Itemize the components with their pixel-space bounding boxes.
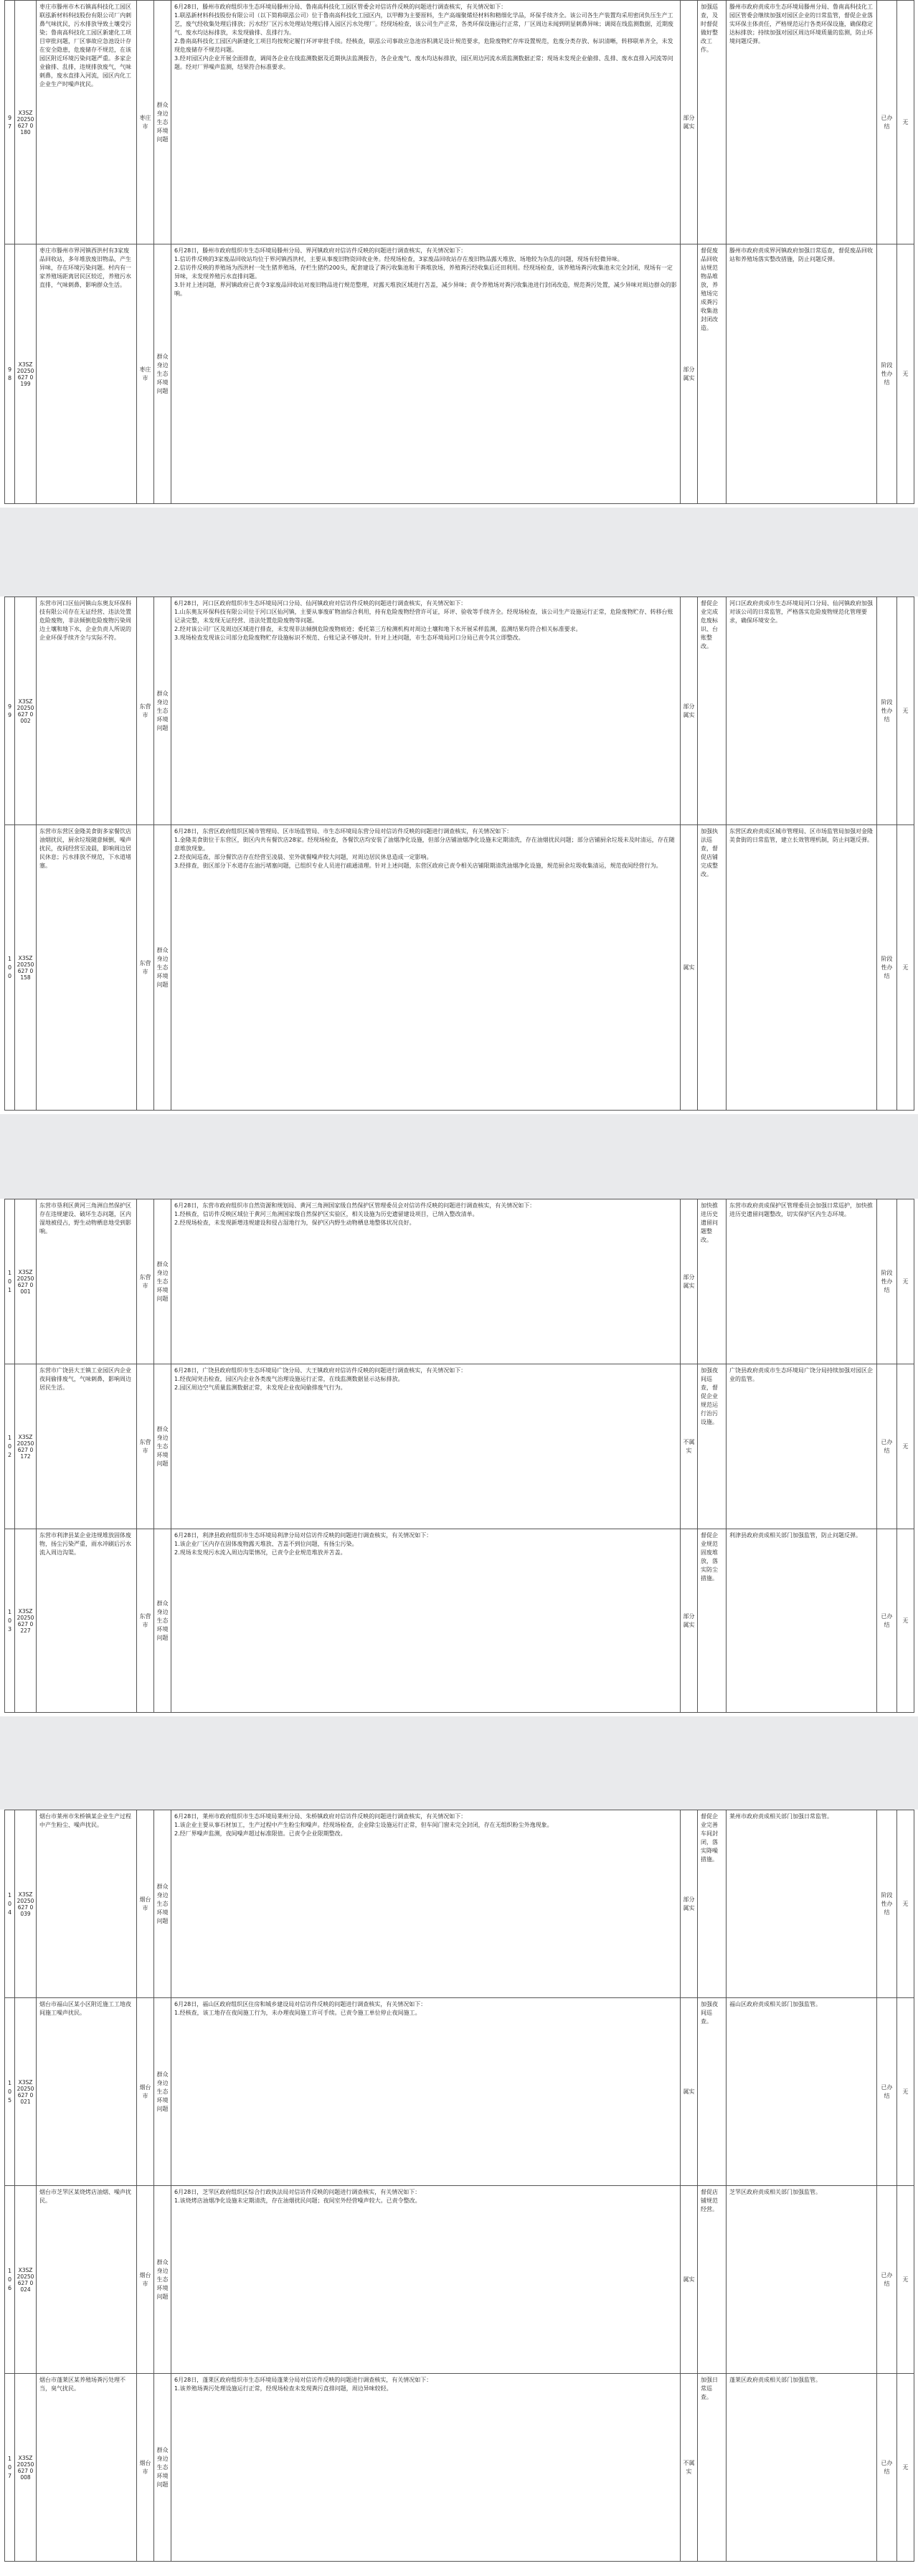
accountability: 无 <box>897 2374 914 2562</box>
investigation-report: 6月28日，莱州市政府组织市生态环境局莱州分局、朱桥镇政府对信访件反映的问题进行调查核实，有关情况如下： 1.该企业主要从事石材加工，生产过程中产生粉尘和噪声。经现场检查，企业除尘设施运行正常，但车间门窗未完全封闭，存在无组织粉尘外逸现象。 2.经厂界噪声监测，夜间噪声超过标准限值。已责令企业限期整改。 <box>171 1810 681 1998</box>
rectification-measure: 督促企业完善车间封闭，落实降噪措施。 <box>698 1810 727 1998</box>
rectification-measure: 督促店铺规范经营。 <box>698 2186 727 2374</box>
verification-status: 属实 <box>681 825 698 1111</box>
closure-status: 阶段性办结 <box>877 1810 897 1998</box>
problem-type: 群众身边生态环境问题 <box>154 1998 171 2186</box>
page-gap <box>0 1716 918 1810</box>
accountability: 无 <box>897 825 914 1111</box>
closure-status: 阶段性办结 <box>877 825 897 1111</box>
problem-description: 东营市广饶县大王镇工业园区内企业夜间偷排废气，气味刺鼻，影响周边居民生活。 <box>37 1364 137 1529</box>
handling-result: 福山区政府责成相关部门加强监管。 <box>727 1998 877 2186</box>
rectification-measure: 加强夜间巡查。 <box>698 1998 727 2186</box>
rectification-measure: 加强夜间巡查，督促企业规范运行治污设施。 <box>698 1364 727 1529</box>
problem-description: 枣庄市滕州市界河镇西洪村有3家废品回收站，多年堆放废旧物品，产生异味，存在环境污染问题。村内有一家养殖场距离居民区较近，养殖污水直排，气味刺鼻，影响群众生活。 <box>37 244 137 504</box>
problem-description: 枣庄市滕州市木石镇高科技化工园区联泓新材料科技股份有限公司厂内刺鼻气味扰民，污水排放导致土壤受污染；鲁南高科技化工园区新建化工项目审批问题，厂区事故应急池设计存在安全隐患，危废储存不规范，在该园区附近环境污染问题严重。多家企业偷排、乱排，违规排放废气，气味刺鼻，废水直排入河流，园区内化工企业生产时噪声扰民。 <box>37 1 137 244</box>
accountability: 无 <box>897 1 914 244</box>
document-page-4 <box>0 1810 918 2576</box>
accountability: 无 <box>897 1364 914 1529</box>
rectification-measure: 加快推进历史遗留问题整改。 <box>698 1199 727 1364</box>
handling-result: 莱州市政府责成相关部门加强日常监管。 <box>727 1810 877 1998</box>
table-row <box>5 1199 914 1364</box>
case-code: X3SZ 20250627 0158 <box>15 825 37 1111</box>
region: 枣庄市 <box>137 244 154 504</box>
investigation-report: 6月28日，福山区政府组织区住房和城乡建设局对信访件反映的问题进行调查核实，有关情况如下： 1.经核查，该工地存在夜间施工行为，未办理夜间施工许可手续。已责令施工单位停止夜间施工。 <box>171 1998 681 2186</box>
closure-status: 已办结 <box>877 1 897 244</box>
case-code: X3SZ 20250627 0008 <box>15 2374 37 2562</box>
handling-result: 东营区政府责成区城市管理局、区市场监管局加强对金隆美食街的日常监管，建立长效管理机制，防止问题反弹。 <box>727 825 877 1111</box>
problem-type: 群众身边生态环境问题 <box>154 1364 171 1529</box>
problem-description: 烟台市蓬莱区某养殖场粪污处理不当，臭气扰民。 <box>37 2374 137 2562</box>
row-index: 105 <box>5 1998 15 2186</box>
problem-type: 群众身边生态环境问题 <box>154 1199 171 1364</box>
investigation-report: 6月28日，滕州市政府组织市生态环境局滕州分局、鲁南高科技化工园区管委会对信访件反映的问题进行调查核实，有关情况如下： 1.联泓新材料科技股份有限公司（以下简称联泓公司）位于鲁南高科技化工园区内，以甲醇为主要原料，生产高端聚烯烃材料和精细化学品，环保手续齐全。该公司各生产装置均采用密闭负压生产工艺，废气经收集处理后排放；污水经厂区污水处理站处理后排入园区污水处理厂。经现场检查，该公司生产正常，各类环保设施运行正常，厂区周边未闻到明显刺鼻异味；调阅在线监测数据，近期废气、废水均达标排放，未发现偷排、乱排行为。 2.鲁南高科技化工园区内新建化工项目均按规定履行环评审批手续。经核查，联泓公司事故应急池容积满足设计规范要求，危险废物贮存库设置规范，危废分类存放、标识清晰，转移联单齐全，未发现危废储存不规范问题。 3.经对园区内企业开展全面排查，调阅各企业在线监测数据及近期执法监测报告，各企业废气、废水均达标排放，园区周边河流水质监测数据正常；现场未发现企业偷排、乱排、废水直排入河流等问题。经对厂界噪声监测，结果符合标准要求。 <box>171 1 681 244</box>
case-code: X3SZ 20250627 0039 <box>15 1810 37 1998</box>
problem-type: 群众身边生态环境问题 <box>154 825 171 1111</box>
closure-status: 已办结 <box>877 2186 897 2374</box>
problem-description: 东营市河口区仙河镇山东奥友环保科技有限公司存在无证经营、违法处置危险废物，非法倾倒危险废物污染周边土壤和地下水，企业负责人所说的企业环保手续齐全与实际不符。 <box>37 597 137 825</box>
region: 烟台市 <box>137 1810 154 1998</box>
problem-description: 东营市利津县某企业违规堆放固体废物，扬尘污染严重，雨水冲刷后污水流入周边沟渠。 <box>37 1529 137 1713</box>
accountability: 无 <box>897 1998 914 2186</box>
document-page-1 <box>0 0 918 508</box>
region: 东营市 <box>137 1364 154 1529</box>
case-code: X3SZ 20250627 0227 <box>15 1529 37 1713</box>
problem-description: 烟台市莱州市朱桥镇某企业生产过程中产生粉尘、噪声扰民。 <box>37 1810 137 1998</box>
region: 枣庄市 <box>137 1 154 244</box>
handling-result: 河口区政府责成市生态环境局河口分局、仙河镇政府加强对该公司的日常监管，严格落实危险废物规范化管理要求，确保环境安全。 <box>727 597 877 825</box>
region: 烟台市 <box>137 1998 154 2186</box>
handling-result: 滕州市政府责成市生态环境局滕州分局、鲁南高科技化工园区管委会继续加强对园区企业的日常监管，督促企业落实环保主体责任，严格规范运行各类环保设施，确保稳定达标排放；持续加强对园区周边环境质量的监测，防止环境问题反弹。 <box>727 1 877 244</box>
closure-status: 已办结 <box>877 1364 897 1529</box>
accountability: 无 <box>897 1199 914 1364</box>
verification-status: 部分属实 <box>681 1 698 244</box>
complaint-table <box>4 1199 914 1713</box>
closure-status: 已办结 <box>877 1529 897 1713</box>
page-gap <box>0 1114 918 1199</box>
accountability: 无 <box>897 2186 914 2374</box>
table-row <box>5 2186 914 2374</box>
verification-status: 部分属实 <box>681 1199 698 1364</box>
investigation-report: 6月28日，广饶县政府组织市生态环境局广饶分局、大王镇政府对信访件反映的问题进行调查核实，有关情况如下： 1.经夜间突击检查，园区内企业各类废气治理设施运行正常，在线监测数据显示达标排放。 2.园区周边空气质量监测数据正常，未发现企业夜间偷排废气行为。 <box>171 1364 681 1529</box>
complaint-table <box>4 0 914 504</box>
verification-status: 部分属实 <box>681 244 698 504</box>
investigation-report: 6月28日，利津县政府组织市生态环境局利津分局对信访件反映的问题进行调查核实，有关情况如下： 1.该企业厂区内存在固体废物露天堆放、苫盖不到位问题，有扬尘污染。 2.现场未发现污水流入周边沟渠情况，已责令企业规范堆放并苫盖。 <box>171 1529 681 1713</box>
investigation-report: 6月28日，东营市政府组织市自然资源和规划局、黄河三角洲国家级自然保护区管理委员会对信访件反映的问题进行调查核实，有关情况如下： 1.经核查，信访件反映区域位于黄河三角洲国家级自然保护区实验区，相关设施为历史遗留建设项目，已纳入整改清单。 2.经现场检查，未发现新增违规建设和侵占湿地行为，保护区内野生动物栖息地整体状况良好。 <box>171 1199 681 1364</box>
problem-type: 群众身边生态环境问题 <box>154 597 171 825</box>
investigation-report: 6月28日，滕州市政府组织市生态环境局滕州分局、界河镇政府对信访件反映的问题进行调查核实，有关情况如下： 1.信访件反映的3家废品回收站均位于界河镇西洪村，主要从事废旧物资回收业务。经现场检查，3家废品回收站存在废旧物品露天堆放、场地较为杂乱的问题，现场有轻微异味。 2.信访件反映的养殖场为西洪村一处生猪养殖场，存栏生猪约200头，配套建设了粪污收集池和干粪堆放场，养殖粪污经收集后还田利用。经现场检查，该养殖场粪污收集池未完全封闭，现场有一定异味，未发现养殖污水直排问题。 3.针对上述问题，界河镇政府已责令3家废品回收站对废旧物品进行规范整理，对露天堆放区域进行苫盖，减少异味；责令养殖场对粪污收集池进行封闭改造，规范粪污处置，减少异味对周边群众的影响。 <box>171 244 681 504</box>
rectification-measure: 加强巡查，及时督促做好整改工作。 <box>698 1 727 244</box>
accountability: 无 <box>897 244 914 504</box>
handling-result: 滕州市政府责成界河镇政府加强日常巡查，督促废品回收站和养殖场落实整改措施，防止问题反弹。 <box>727 244 877 504</box>
investigation-report: 6月28日，蓬莱区政府组织市生态环境局蓬莱分局对信访件反映的问题进行调查核实，有关情况如下： 1.该养殖场粪污处理设施运行正常，经现场检查未发现粪污直排问题，周边异味较轻。 <box>171 2374 681 2562</box>
document-page-2 <box>0 597 918 1114</box>
handling-result: 广饶县政府责成市生态环境局广饶分局持续加强对园区企业的监管。 <box>727 1364 877 1529</box>
handling-result: 蓬莱区政府责成相关部门加强监管。 <box>727 2374 877 2562</box>
problem-type: 群众身边生态环境问题 <box>154 1810 171 1998</box>
table-row <box>5 2374 914 2562</box>
case-code: X3SZ 20250627 0001 <box>15 1199 37 1364</box>
complaint-table <box>4 1810 914 2562</box>
problem-type: 群众身边生态环境问题 <box>154 244 171 504</box>
handling-result: 芝罘区政府责成相关部门加强监管。 <box>727 2186 877 2374</box>
accountability: 无 <box>897 1529 914 1713</box>
rectification-measure: 加强执法巡查，督促店铺完成整改。 <box>698 825 727 1111</box>
case-code: X3SZ 20250627 0199 <box>15 244 37 504</box>
row-index: 102 <box>5 1364 15 1529</box>
problem-type: 群众身边生态环境问题 <box>154 2374 171 2562</box>
table-row <box>5 1364 914 1529</box>
case-code: X3SZ 20250627 0021 <box>15 1998 37 2186</box>
table-row <box>5 1810 914 1998</box>
problem-description: 烟台市福山区某小区附近施工工地夜间施工噪声扰民。 <box>37 1998 137 2186</box>
rectification-measure: 督促废品回收站规范物品堆放，养殖场完成粪污收集池封闭改造。 <box>698 244 727 504</box>
closure-status: 阶段性办结 <box>877 1199 897 1364</box>
case-code: X3SZ 20250627 0172 <box>15 1364 37 1529</box>
table-row <box>5 1 914 244</box>
table-row <box>5 1529 914 1713</box>
region: 东营市 <box>137 1529 154 1713</box>
region: 东营市 <box>137 1199 154 1364</box>
row-index: 106 <box>5 2186 15 2374</box>
complaint-table <box>4 597 914 1111</box>
region: 东营市 <box>137 597 154 825</box>
closure-status: 已办结 <box>877 2374 897 2562</box>
verification-status: 部分属实 <box>681 597 698 825</box>
verification-status: 属实 <box>681 1998 698 2186</box>
case-code: X3SZ 20250627 0002 <box>15 597 37 825</box>
investigation-report: 6月28日，河口区政府组织市生态环境局河口分局、仙河镇政府对信访件反映的问题进行调查核实，有关情况如下： 1.山东奥友环保科技有限公司位于河口区仙河镇，主要从事废矿物油综合利用，持有危险废物经营许可证，环评、验收等手续齐全。经现场检查，该公司生产设施运行正常，危险废物贮存、转移台账记录完整，未发现无证经营、违法处置危险废物等问题。 2.经对该公司厂区及周边区域进行排查，未发现非法倾倒危险废物痕迹；委托第三方检测机构对周边土壤和地下水开展采样监测，监测结果均符合相关标准要求。 3.现场检查发现该公司部分危险废物贮存设施标识不规范、台账记录不够及时。针对上述问题，市生态环境局河口分局已责令其立即整改。 <box>171 597 681 825</box>
row-index: 101 <box>5 1199 15 1364</box>
region: 烟台市 <box>137 2374 154 2562</box>
table-row <box>5 1998 914 2186</box>
handling-result: 利津县政府责成相关部门加强监管，防止问题反弹。 <box>727 1529 877 1713</box>
rectification-measure: 督促企业规范固废堆放，落实防尘措施。 <box>698 1529 727 1713</box>
row-index: 97 <box>5 1 15 244</box>
accountability: 无 <box>897 597 914 825</box>
row-index: 104 <box>5 1810 15 1998</box>
problem-type: 群众身边生态环境问题 <box>154 1529 171 1713</box>
row-index: 98 <box>5 244 15 504</box>
handling-result: 东营市政府责成保护区管理委员会加强日常巡护，加快推进历史遗留问题整改，切实保护区内生态环境。 <box>727 1199 877 1364</box>
problem-type: 群众身边生态环境问题 <box>154 2186 171 2374</box>
problem-description: 东营市东营区金隆美食街多家餐饮店油烟扰民，厨余垃圾随意倾倒，噪声扰民，夜间经营至凌晨，影响周边居民休息；污水排放不规范，下水道堵塞。 <box>37 825 137 1111</box>
case-code: X3SZ 20250627 0180 <box>15 1 37 244</box>
problem-description: 烟台市芝罘区某烧烤店油烟、噪声扰民。 <box>37 2186 137 2374</box>
document-page-3 <box>0 1199 918 1716</box>
row-index: 107 <box>5 2374 15 2562</box>
table-row <box>5 825 914 1111</box>
case-code: X3SZ 20250627 0024 <box>15 2186 37 2374</box>
accountability: 无 <box>897 1810 914 1998</box>
investigation-report: 6月28日，东营区政府组织区城市管理局、区市场监管局、市生态环境局东营分局对信访件反映的问题进行调查核实，有关情况如下： 1.金隆美食街位于东营区，街区内共有餐饮店28家。经现场检查，各餐饮店均安装了油烟净化设施，但部分店铺油烟净化设施未定期清洗，存在油烟扰民问题；部分店铺厨余垃圾未及时清运，存在随意堆放现象。 2.经夜间巡查，部分餐饮店存在经营至凌晨、室外就餐噪声较大问题，对周边居民休息造成一定影响。 3.经排查，街区部分下水道存在油污堵塞问题，已组织专业人员进行疏通清理。针对上述问题，东营区政府已责令相关店铺限期清洗油烟净化设施，规范厨余垃圾收集清运，规范夜间经营行为。 <box>171 825 681 1111</box>
closure-status: 阶段性办结 <box>877 597 897 825</box>
investigation-report: 6月28日，芝罘区政府组织区综合行政执法局对信访件反映的问题进行调查核实，有关情况如下： 1.该烧烤店油烟净化设施未定期清洗，存在油烟扰民问题；夜间室外经营噪声较大。已责令整改。 <box>171 2186 681 2374</box>
region: 烟台市 <box>137 2186 154 2374</box>
table-row <box>5 597 914 825</box>
rectification-measure: 督促企业完成危废标识、台账整改。 <box>698 597 727 825</box>
verification-status: 属实 <box>681 2186 698 2374</box>
closure-status: 已办结 <box>877 1998 897 2186</box>
row-index: 103 <box>5 1529 15 1713</box>
problem-type: 群众身边生态环境问题 <box>154 1 171 244</box>
row-index: 99 <box>5 597 15 825</box>
verification-status: 部分属实 <box>681 1529 698 1713</box>
verification-status: 部分属实 <box>681 1810 698 1998</box>
problem-description: 东营市垦利区黄河三角洲自然保护区存在违规建设、破坏生态问题，区内湿地被侵占，野生动物栖息地受到影响。 <box>37 1199 137 1364</box>
verification-status: 不属实 <box>681 2374 698 2562</box>
verification-status: 不属实 <box>681 1364 698 1529</box>
rectification-measure: 加强日常巡查。 <box>698 2374 727 2562</box>
closure-status: 阶段性办结 <box>877 244 897 504</box>
region: 东营市 <box>137 825 154 1111</box>
table-row <box>5 244 914 504</box>
page-gap <box>0 508 918 597</box>
row-index: 100 <box>5 825 15 1111</box>
